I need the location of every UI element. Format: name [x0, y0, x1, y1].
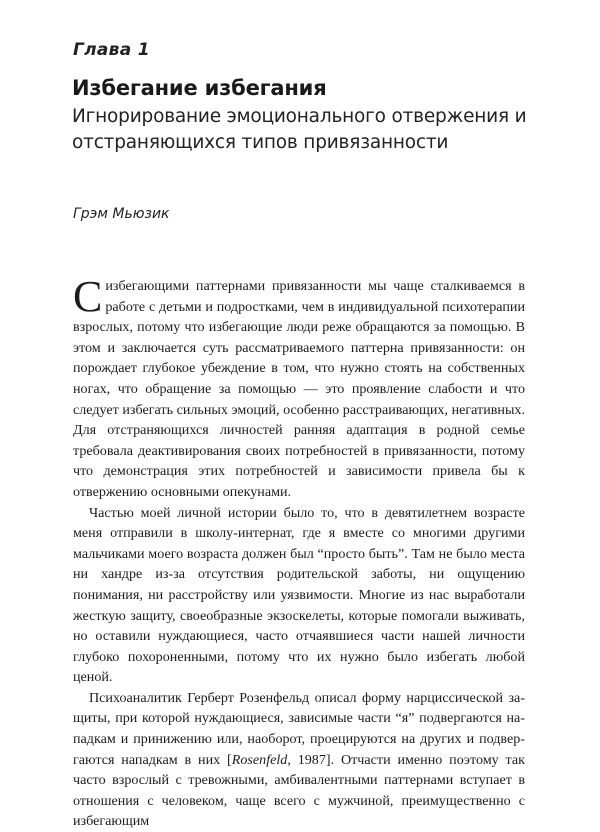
- chapter-title: Избегание избегания: [72, 76, 327, 100]
- chapter-label: Глава 1: [73, 40, 150, 60]
- author-name: Грэм Мьюзик: [73, 206, 170, 222]
- paragraph-3: [73, 688, 525, 832]
- citation-name: Rosenfeld: [231, 751, 288, 768]
- paragraph-3-text-b: , 1987]. Отчасти именно поэтому так часто взрослый с тревожными, амбивалентными паттернами вступает в отношения с человеком, чаще всего с мужчиной, преимущественно с избегающим: [73, 751, 525, 830]
- paragraph-2: Частью моей личной истории было то, что в девятилетнем возрасте меня отправили в школу-интернат, где я вместе со многими другими мальчиками моего возраста должен был “просто быть”. Там не было места ни хандре из-за отсутствия родительской заботы, ни ощущению понимания, ни расстройству или уязвимости. Многие из нас выработали жесткую защиту, своеобразные экзоскелеты, которые помогали выживать, но оставили нуждающиеся, часто отчаявшиеся части нашей личности глубоко похороненными, потому что их нужно было избегать любой ценой.: [73, 504, 525, 686]
- chapter-subtitle: Игнорирование эмоционального отвержения и отстраняющихся типов привязанности: [72, 106, 527, 153]
- body-text: [73, 272, 525, 832]
- paragraph-1-text: избегающими паттернами привязанности мы чаще сталкиваемся в работе с детьми и подростками, чем в индивидуальной психотерапии взрослых, потому что избегающие люди реже обращаются за помощью. В этом и заключается суть рассматриваемого паттерна привязанности: он порождает глубокое убеждение в том, что нужно стоять на собственных ногах, что обращение за помощью — это проявление слабости и что следует избегать сильных эмоций, особенно расстраивающих, негативных. Для отстраняющихся личностей ранняя адаптация в родной семье требовала деактивирования своих потребностей в привязанности, потому что демонстрация этих потребностей и зависимости привела бы к отвержению основными опекунами.: [73, 278, 525, 500]
- paragraph-3-text-a: Психоаналитик Герберт Розенфельд описал форму нарциссической защиты, при которой нуждающиеся, зависимые части “я” подвергаются нападкам и принижению или, наоборот, проецируются на других и подвергаются нападкам в них [: [73, 689, 525, 768]
- paragraph-1: [73, 272, 525, 503]
- drop-cap: С: [73, 272, 103, 321]
